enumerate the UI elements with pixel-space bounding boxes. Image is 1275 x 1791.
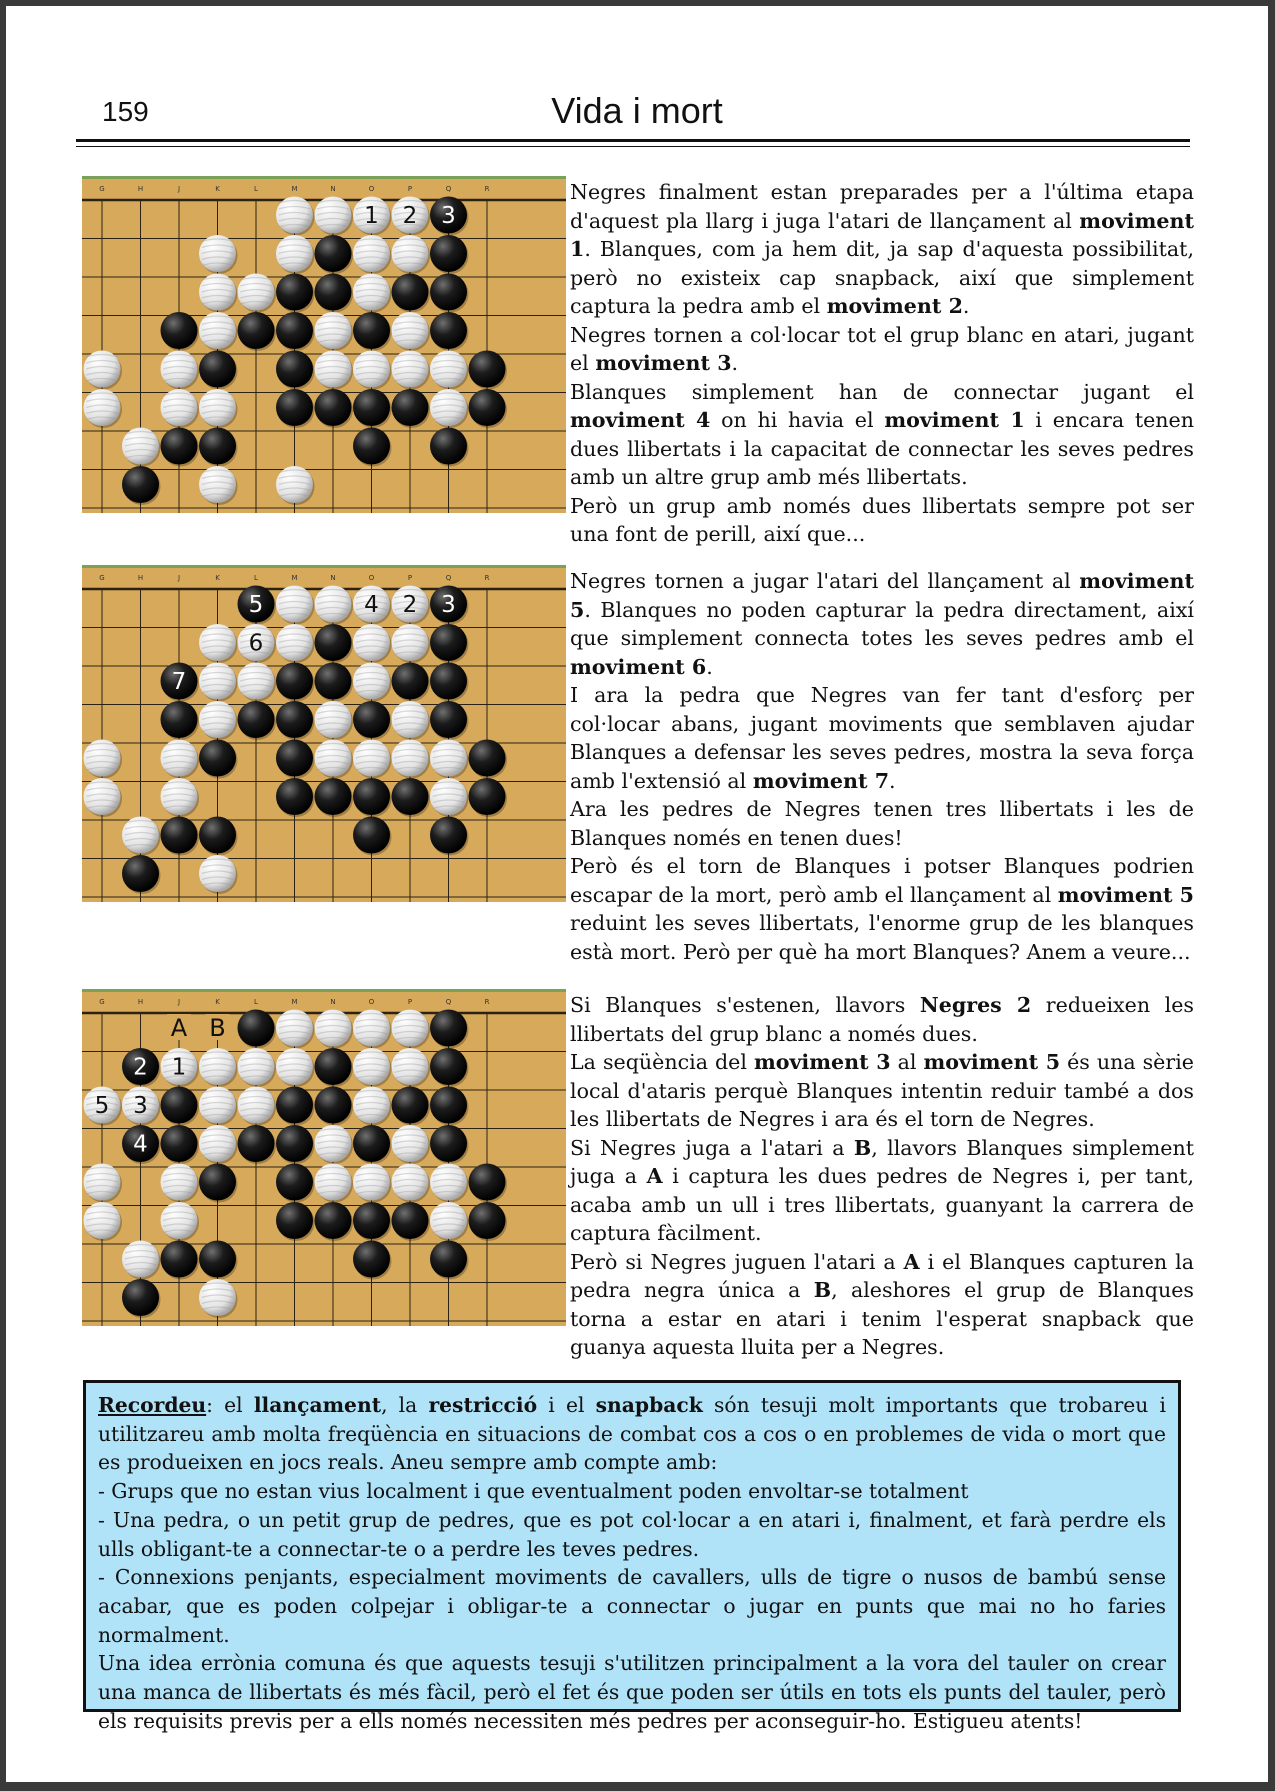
column-label: K — [215, 574, 220, 582]
text-run: Negres finalment estan preparades per a l'última etapa d'aquest pla llarg i juga l'atari de llançament al — [570, 180, 1194, 233]
paragraph — [570, 991, 1194, 1048]
text-run: on hi havia el — [710, 408, 885, 432]
text-run: i captura les dues pedres de Negres i, per tant, acaba amb un ull i tres llibertats, guanyant la carrera de captura fàcilment. — [570, 1164, 1195, 1245]
header-rule-thick — [76, 139, 1190, 142]
column-label: P — [407, 185, 413, 193]
text-run: Però un grup amb només dues llibertats sempre pot ser una font de perill, així que... — [570, 493, 1194, 546]
bold-term: moviment 1 — [884, 408, 1025, 432]
column-label: L — [254, 185, 258, 193]
text-run: . — [731, 351, 739, 375]
column-label: J — [177, 574, 181, 582]
column-label: H — [137, 998, 144, 1006]
column-label: G — [99, 574, 105, 582]
column-label: R — [484, 574, 490, 582]
paragraph — [570, 378, 1194, 492]
text-run: , la — [381, 1393, 429, 1417]
move-number: 1 — [171, 1054, 187, 1081]
text-run: reduint les seves llibertats, l'enorme grup de les blanques està mort. Però per què ha mort Blanques? Anem a veure... — [570, 911, 1194, 964]
text-run: . — [889, 768, 896, 793]
paragraph — [570, 852, 1194, 966]
paragraph — [570, 567, 1194, 681]
paragraph — [570, 321, 1194, 378]
column-label: P — [407, 998, 413, 1006]
column-label: P — [407, 574, 413, 582]
text-run: Blanques simplement han de connectar jugant el — [570, 379, 1194, 404]
bold-term: moviment 4 — [570, 408, 711, 432]
bold-term: Negres 2 — [919, 993, 1032, 1017]
move-number: 4 — [133, 1131, 148, 1158]
move-number: 3 — [133, 1093, 148, 1119]
paragraph — [98, 1506, 1166, 1563]
column-label: Q — [445, 574, 452, 582]
text-run: , llavors Blanques simplement juga a — [570, 1135, 1195, 1188]
text-run: . — [706, 654, 713, 679]
text-run: - Una pedra, o un petit grup de pedres, que es pot col·locar a en atari i, finalment, et farà perdre els ulls obligant-te a connectar-te o a perdre les teves pedres. — [98, 1507, 1166, 1561]
go-diagram-1 — [82, 176, 566, 513]
column-label: R — [484, 185, 490, 193]
bold-term: B — [813, 1278, 832, 1302]
paragraph — [570, 178, 1194, 321]
text-run: Ara les pedres de Negres tenen tres llibertats i les de Blanques només en tenen dues! — [570, 797, 1194, 850]
column-label: J — [177, 185, 181, 193]
text-run: I ara la pedra que Negres van fer tant d'esforç per col·locar abans, jugant moviments que semblaven ajudar Blanques a defensar les seves pedres, mostra la seva força amb l'extensió al — [570, 683, 1194, 793]
bold-term: moviment 3 — [595, 351, 732, 375]
bold-term: moviment 5 — [1057, 882, 1194, 907]
bold-term: moviment 2 — [826, 294, 963, 318]
bold-term: llançament — [253, 1393, 382, 1417]
reminder-box — [83, 1380, 1181, 1733]
column-label: K — [215, 185, 220, 193]
column-label: G — [99, 998, 105, 1006]
text-run: , aleshores el grup de Blanques torna a estar en atari i tenim l'esperat snapback que guanya aquesta lluita per a Negres. — [570, 1278, 1194, 1359]
column-label: Q — [445, 185, 452, 193]
move-number: 1 — [364, 203, 379, 229]
text-run: Si Negres juga a l'atari a — [570, 1135, 854, 1160]
column-label: K — [215, 998, 220, 1006]
paragraph — [570, 1048, 1194, 1134]
move-number: 5 — [94, 1093, 110, 1119]
text-run: - Grups que no estan vius localment i que eventualment poden envoltar-se totalment — [98, 1479, 969, 1504]
move-number: 2 — [402, 203, 418, 229]
text-run: Però és el torn de Blanques i potser Blanques podrien escapar de la mort, però amb el llançament al — [570, 854, 1194, 907]
text-run: La seqüència del — [570, 1050, 754, 1074]
text-run: Negres tornen a col·locar tot el grup blanc en atari, jugant el — [570, 322, 1194, 375]
text-run: i el — [537, 1393, 596, 1417]
move-number: 5 — [248, 592, 264, 618]
paragraph — [570, 1248, 1194, 1362]
move-number: 2 — [133, 1054, 148, 1081]
column-label: O — [368, 574, 375, 582]
text-run: - Connexions penjants, especialment moviments de cavallers, ulls de tigre o nusos de bambú sense acabar, que es poden colpejar i obligar-te a connectar o jugar en punts que mai no ho faries normalment. — [98, 1565, 1166, 1647]
move-number: 4 — [364, 592, 379, 618]
text-run: al — [890, 1050, 924, 1074]
column-label: L — [254, 998, 258, 1006]
header-rule-thin — [76, 146, 1190, 147]
column-label: Q — [445, 998, 452, 1006]
column-label: M — [291, 185, 298, 193]
paragraph — [570, 795, 1194, 852]
bold-term: moviment 6 — [570, 654, 707, 679]
paragraph — [98, 1477, 1166, 1506]
bold-term: Recordeu — [98, 1393, 207, 1417]
text-run: . — [962, 294, 970, 318]
page — [6, 6, 1268, 1782]
commentary-1 — [570, 178, 1194, 549]
bold-term: moviment 3 — [753, 1050, 891, 1074]
commentary-2 — [570, 567, 1194, 966]
bold-term: moviment 1 — [570, 208, 1194, 261]
go-board — [82, 176, 566, 513]
text-run: . Blanques, com ja hem dit, ja sap d'aquesta possibilitat, però no existeix cap snapback, així que simplement captura la pedra amb el — [570, 237, 1194, 318]
go-diagram-2 — [82, 565, 566, 902]
text-run: i el Blanques capturen la pedra negra única a — [570, 1249, 1194, 1302]
bold-term: restricció — [428, 1393, 538, 1417]
move-number: 7 — [171, 669, 187, 695]
go-diagram-3 — [82, 989, 566, 1326]
column-label: N — [330, 998, 336, 1006]
column-label: N — [330, 574, 336, 582]
paragraph — [570, 492, 1194, 549]
text-run: Si Blanques s'estenen, llavors — [570, 993, 920, 1017]
bold-term: moviment 7 — [752, 768, 890, 793]
text-run: : el — [206, 1393, 254, 1417]
text-run: són tesuji molt importants que trobareu i utilitzareu amb molta freqüència en situacions de combat cos a cos o en problemes de vida o mort que es produeixen en jocs reals. Aneu sempre amb compte amb: — [98, 1393, 1167, 1475]
move-number: 3 — [441, 203, 456, 229]
paragraph — [570, 681, 1194, 795]
move-number: 6 — [248, 630, 264, 657]
paragraph — [570, 1134, 1194, 1248]
move-number: 2 — [402, 592, 418, 618]
paragraph — [98, 1649, 1166, 1735]
page-title: Vida i mort — [551, 90, 723, 131]
column-label: H — [137, 185, 144, 193]
text-run: redueixen les llibertats del grup blanc a només dues. — [570, 993, 1194, 1046]
text-run: Però si Negres juguen l'atari a — [570, 1249, 904, 1274]
column-label: M — [291, 574, 298, 582]
point-label: A — [170, 1014, 188, 1042]
bold-term: B — [853, 1135, 872, 1160]
column-label: M — [291, 998, 298, 1006]
column-label: O — [368, 998, 375, 1006]
go-board — [82, 565, 566, 902]
bold-term: A — [646, 1164, 663, 1188]
text-run: . Blanques no poden capturar la pedra directament, així que simplement connecta totes les seves pedres amb el — [570, 597, 1194, 650]
column-label: L — [254, 574, 258, 582]
move-number: 3 — [441, 592, 456, 618]
paragraph — [98, 1563, 1166, 1649]
bold-term: A — [903, 1249, 920, 1274]
commentary-3 — [570, 991, 1194, 1362]
paragraph — [98, 1391, 1166, 1477]
bold-term: snapback — [595, 1393, 703, 1417]
column-label: H — [137, 574, 144, 582]
bold-term: moviment 5 — [923, 1050, 1061, 1074]
column-label: N — [330, 185, 336, 193]
bold-term: moviment 5 — [570, 569, 1194, 622]
go-board — [82, 989, 566, 1326]
text-run: és una sèrie local d'ataris perquè Blanques intentin reduir també a dos les llibertats de Negres i ara és el torn de Negres. — [570, 1050, 1194, 1131]
column-label: J — [177, 998, 181, 1006]
text-run: i encara tenen dues llibertats i la capacitat de connectar les seves pedres amb un altre grup amb més llibertats. — [570, 408, 1194, 489]
text-run: Negres tornen a jugar l'atari del llançament al — [570, 569, 1080, 593]
column-label: R — [484, 998, 490, 1006]
point-label: B — [209, 1014, 226, 1042]
column-label: G — [99, 185, 105, 193]
page-number: 159 — [102, 96, 149, 127]
column-label: O — [368, 185, 375, 193]
text-run: Una idea errònia comuna és que aquests tesuji s'utilitzen principalment a la vora del tauler on crear una manca de llibertats és més fàcil, però el fet és que poden ser útils en tots els punts del tauler, però els requisits previs per a ells només necessiten més pedres per aconseguir-ho. Estigueu atents! — [98, 1651, 1166, 1733]
